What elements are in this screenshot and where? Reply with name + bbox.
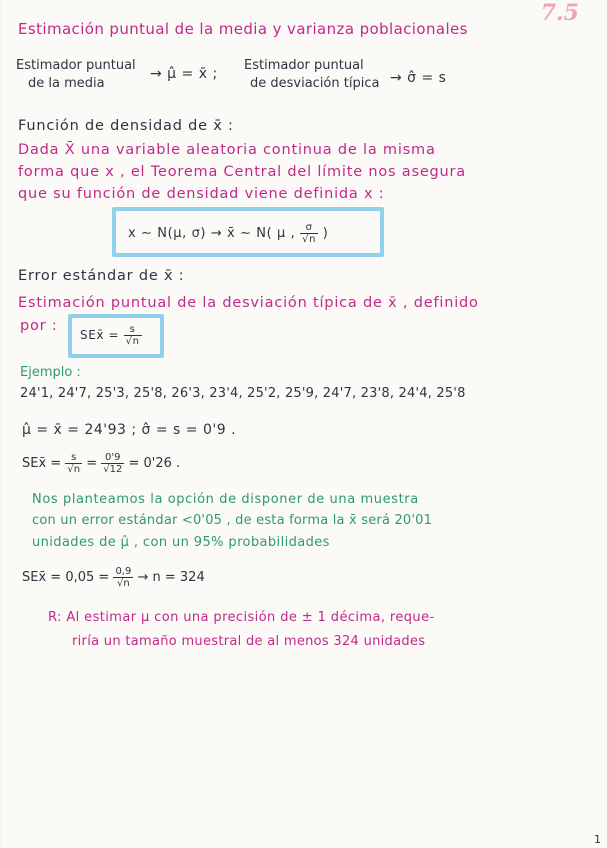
density-line-2: forma que x , el Teorema Central del límite nos asegura [18,164,466,180]
se-formula-fraction [124,324,142,347]
example-se-numerator-2: 0'9 [101,452,124,464]
standard-error-line-2: por : [20,318,58,334]
calc-left: SEx̄ = 0,05 = [22,570,110,585]
calc-fraction [113,566,133,589]
example-se-numerator-1: s [65,452,82,464]
sample-size-calc [22,566,205,589]
note-line-3: unidades de μ̂ , con un 95% probabilidades [32,535,330,550]
se-formula-left: SEx̄ = [80,328,120,342]
calc-numerator: 0,9 [115,566,132,577]
standard-error-heading: Error estándar de x̄ : [18,268,185,284]
example-se [22,452,180,475]
example-se-left: SEx̄ = [22,456,62,471]
density-line-1: Dada X̄ una variable aleatoria continua de la misma [18,142,436,158]
page-number: 1 [594,833,601,846]
standard-error-line-1: Estimación puntual de la desviación típica de x̄ , definido [18,295,479,311]
sd-estimator-formula: → σ̂ = s [390,70,447,86]
density-line-3: que su función de densidad viene definida x : [18,186,385,202]
example-se-fraction-1 [65,452,82,475]
clt-formula-denominator: √n [302,234,317,245]
example-se-denominator-2: √12 [103,464,123,475]
note-line-1: Nos planteamos la opción de disponer de una muestra [32,492,419,507]
mean-estimator-formula: → μ̂ = x̄ ; [150,66,218,82]
se-formula [80,324,142,347]
se-formula-numerator: s [124,324,142,336]
answer-line-1: R: Al estimar μ con una precisión de ± 1 décima, reque- [48,610,435,625]
note-line-2: con un error estándar <0'05 , de esta forma la x̄ será 20'01 [32,513,433,528]
se-formula-denominator: √n [125,336,140,347]
mean-estimator-label-2: de la media [28,76,105,91]
clt-formula-right: ) [322,226,329,241]
answer-line-2: riría un tamaño muestral de al menos 324 unidades [72,634,426,649]
clt-formula [128,222,328,245]
example-estimates: μ̂ = x̄ = 24'93 ; σ̂ = s = 0'9 . [22,422,237,438]
example-se-fraction-2 [101,452,124,475]
example-se-mid: = [86,456,98,471]
calc-right: → n = 324 [137,570,205,585]
clt-formula-fraction [300,222,318,245]
example-se-denominator-1: √n [67,464,81,475]
sd-estimator-label-1: Estimador puntual [244,58,364,73]
example-heading: Ejemplo : [20,365,81,380]
sd-estimator-label-2: de desviación típica [250,76,380,91]
example-se-right: = 0'26 . [128,456,181,471]
clt-formula-left: x ∼ N(μ, σ) → x̄ ∼ N( μ , [128,226,296,241]
example-data: 24'1, 24'7, 25'3, 25'8, 26'3, 23'4, 25'2, 25'9, 24'7, 23'8, 24'4, 25'8 [20,386,466,401]
corner-mark: 7.5 [540,0,579,26]
page-title: Estimación puntual de la media y varianza poblacionales [18,20,468,38]
mean-estimator-label-1: Estimador puntual [16,58,136,73]
calc-denominator: √n [117,578,130,589]
clt-formula-numerator: σ [300,222,318,234]
density-heading: Función de densidad de x̄ : [18,118,234,134]
